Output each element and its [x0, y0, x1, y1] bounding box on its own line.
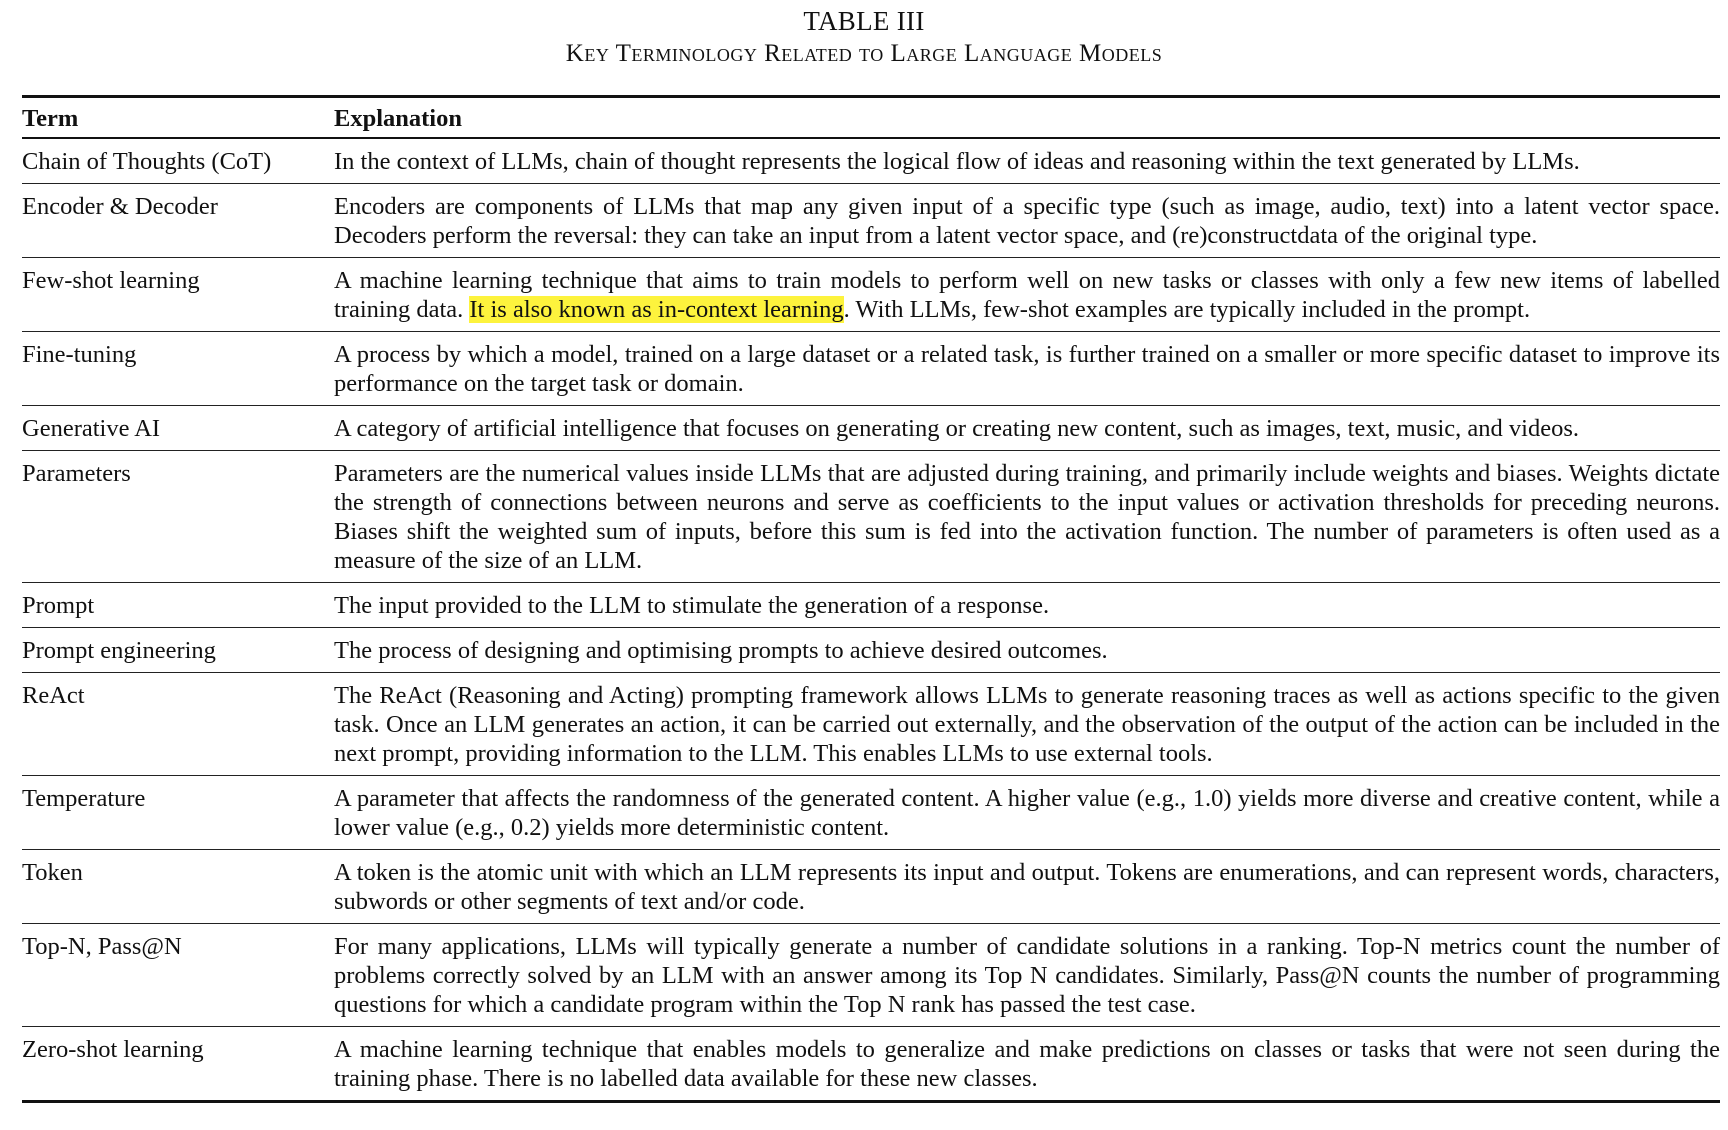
- explanation-cell: A category of artificial intelligence that focuses on generating or creating new content, such as images, text, music, and videos.: [334, 415, 1580, 442]
- term-cell: Prompt: [22, 592, 95, 619]
- term-cell: Chain of Thoughts (CoT): [22, 148, 272, 175]
- table-row: [22, 776, 1720, 850]
- explanation-cell: The process of designing and optimising prompts to achieve desired outcomes.: [334, 637, 1108, 664]
- table-row: [22, 924, 1720, 1027]
- explanation-cell: A parameter that affects the randomness of the generated content. A higher value (e.g., 1.0) yields more diverse and creative content, while a lower value (e.g., 0.2) yields more deterministic content.: [334, 785, 1720, 841]
- explanation-cell: Encoders are components of LLMs that map any given input of a specific type (such as image, audio, text) into a latent vector space. Decoders perform the reversal: they can take an input from a latent vector space, and (re)constructdata of the original type.: [334, 193, 1720, 249]
- table-row: [22, 1027, 1720, 1102]
- term-cell: Token: [22, 859, 83, 886]
- table-title: Key Terminology Related to Large Language Models: [565, 40, 1163, 67]
- terminology-table: [22, 95, 1720, 1103]
- explanation-cell: [334, 258, 1720, 332]
- table-row: [22, 184, 1720, 258]
- table-row: [22, 850, 1720, 924]
- header-explanation: Explanation: [334, 105, 462, 132]
- table-row: [22, 628, 1720, 673]
- table-row: [22, 451, 1720, 583]
- table-number: TABLE III: [803, 6, 925, 36]
- term-cell: Temperature: [22, 785, 146, 812]
- term-cell: Few-shot learning: [22, 267, 200, 294]
- explanation-text: . With LLMs, few-shot examples are typically included in the prompt.: [843, 296, 1531, 323]
- table-row: [22, 258, 1720, 332]
- term-cell: Encoder & Decoder: [22, 193, 218, 220]
- table-row: [22, 673, 1720, 776]
- table-caption: [0, 0, 1728, 70]
- table-row: [22, 406, 1720, 451]
- highlighted-text: It is also known as in-context learning: [469, 296, 844, 323]
- explanation-cell: A machine learning technique that enables models to generalize and make predictions on classes or tasks that were not seen during the training phase. There is no labelled data available for these new classes.: [334, 1036, 1720, 1092]
- explanation-cell: In the context of LLMs, chain of thought represents the logical flow of ideas and reasoning within the text generated by LLMs.: [334, 148, 1580, 175]
- term-cell: Top-N, Pass@N: [22, 933, 182, 960]
- table-row: [22, 583, 1720, 628]
- explanation-cell: The ReAct (Reasoning and Acting) prompting framework allows LLMs to generate reasoning traces as well as actions specific to the given task. Once an LLM generates an action, it can be carried out externally, and the observation of the output of the action can be included in the next prompt, providing information to the LLM. This enables LLMs to use external tools.: [334, 682, 1720, 767]
- table-header-row: [22, 97, 1720, 139]
- explanation-text: A machine learning technique that aims to train models to perform well on new tasks or classes with only a few new items of labelled training data.: [334, 267, 1720, 323]
- term-cell: Generative AI: [22, 415, 161, 442]
- term-cell: ReAct: [22, 682, 85, 709]
- explanation-cell: For many applications, LLMs will typically generate a number of candidate solutions in a ranking. Top-N metrics count the number of problems correctly solved by an LLM with an answer among its Top N candidates. Similarly, Pass@N counts the number of programming questions for which a candidate program within the Top N rank has passed the test case.: [334, 933, 1720, 1018]
- table-row: [22, 138, 1720, 184]
- explanation-cell: Parameters are the numerical values inside LLMs that are adjusted during training, and primarily include weights and biases. Weights dictate the strength of connections between neurons and serve as coefficients to the input values or activation thresholds for preceding neurons. Biases shift the weighted sum of inputs, before this sum is fed into the activation function. The number of parameters is often used as a measure of the size of an LLM.: [334, 460, 1720, 574]
- term-cell: Zero-shot learning: [22, 1036, 204, 1063]
- header-term: Term: [22, 105, 79, 132]
- explanation-cell: The input provided to the LLM to stimulate the generation of a response.: [334, 592, 1050, 619]
- table-row: [22, 332, 1720, 406]
- term-cell: Parameters: [22, 460, 131, 487]
- explanation-cell: A process by which a model, trained on a large dataset or a related task, is further trained on a smaller or more specific dataset to improve its performance on the target task or domain.: [334, 341, 1720, 397]
- explanation-cell: A token is the atomic unit with which an LLM represents its input and output. Tokens are enumerations, and can represent words, characters, subwords or other segments of text and/or code.: [334, 859, 1720, 915]
- term-cell: Prompt engineering: [22, 637, 216, 664]
- term-cell: Fine-tuning: [22, 341, 137, 368]
